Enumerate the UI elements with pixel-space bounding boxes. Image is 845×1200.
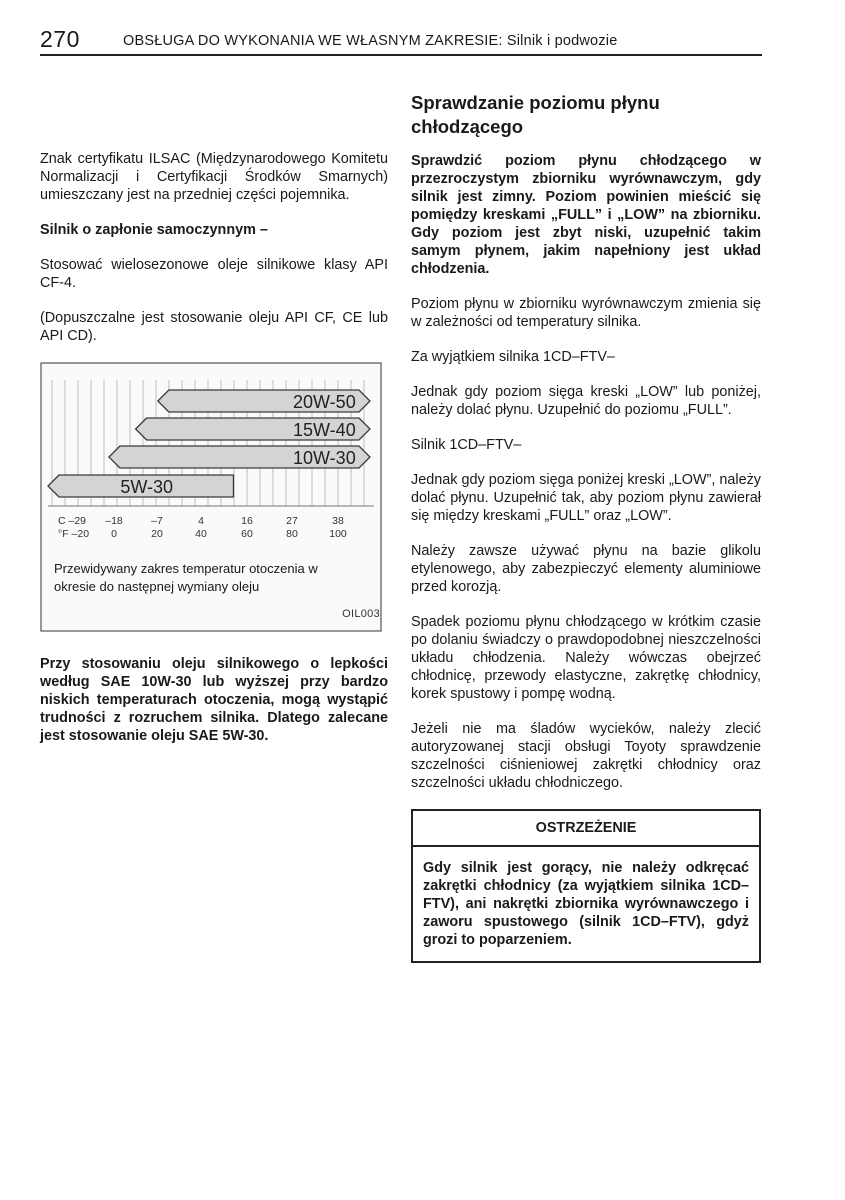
viscosity-bar-label: 5W-30 xyxy=(120,477,174,497)
ilsac-paragraph: Znak certyfikatu ILSAC (Międzynarodowego Komitetu Normalizacji i Certyfikacji Środków Smarnych) umieszczany jest na przedniej części pojemnika. xyxy=(40,151,388,203)
api-class-paragraph: Stosować wielosezonowe oleje silnikowe klasy API CF-4. xyxy=(40,257,388,291)
tick-label-celsius: 38 xyxy=(332,515,344,527)
except-engine-heading: Za wyjątkiem silnika 1CD–FTV– xyxy=(411,349,615,365)
chart-caption: Przewidywany zakres temperatur otoczenia w okresie do następnej wymiany oleju xyxy=(54,561,318,594)
right-column xyxy=(411,88,761,963)
tick-label-celsius: –18 xyxy=(105,515,123,527)
glycol-paragraph: Należy zawsze używać płynu na bazie glikolu etylenowego, aby zabezpieczyć elementy aluminiowe przed korozją. xyxy=(411,543,761,595)
coolant-check-paragraph: Sprawdzić poziom płynu chłodzącego w przezroczystym zbiorniku wyrównawczym, gdy silnik jest zimny. Poziom powinien mieścić się pomiędzy kreskami „FULL” i „LOW” na zbiorniku. Gdy poziom jest zbyt niski, uzupełnić takim samym płynem, jakim napełniony jest układ chłodzenia. xyxy=(411,153,761,277)
tick-label-fahrenheit: 60 xyxy=(241,528,253,540)
page-header xyxy=(40,28,762,56)
tick-label-celsius: 16 xyxy=(241,515,253,527)
service-paragraph: Jeżeli nie ma śladów wycieków, należy zlecić autoryzowanej stacji obsługi Toyoty sprawdzenie szczelności ciśnieniowej zakrętki chłodnicy oraz szczelności układu chłodniczego. xyxy=(411,721,761,791)
tick-label-fahrenheit: 0 xyxy=(111,528,117,540)
tick-label-celsius: –7 xyxy=(151,515,163,527)
section-title: Sprawdzanie poziomu płynu chłodzącego xyxy=(411,92,660,137)
below-low-paragraph: Jednak gdy poziom sięga poniżej kreski „LOW”, należy dolać płynu. Uzupełnić tak, aby poziom płynu zawierał się między kreskami „FULL” oraz „LOW”. xyxy=(411,472,761,524)
viscosity-bar-label: 20W-50 xyxy=(293,392,356,412)
tick-label-fahrenheit: °F –20 xyxy=(58,528,90,540)
tick-label-fahrenheit: 100 xyxy=(329,528,347,540)
engine-heading: Silnik 1CD–FTV– xyxy=(411,437,522,453)
oil-viscosity-chart xyxy=(40,362,382,632)
running-head: OBSŁUGA DO WYKONANIA WE WŁASNYM ZAKRESIE: Silnik i podwozie xyxy=(123,33,618,49)
diesel-heading: Silnik o zapłonie samoczynnym – xyxy=(40,222,268,238)
low-mark-paragraph: Jednak gdy poziom sięga kreski „LOW” lub poniżej, należy dolać płynu. Uzupełnić do poziomu „FULL”. xyxy=(411,384,761,418)
leak-paragraph: Spadek poziomu płynu chłodzącego w krótkim czasie po dolaniu świadczy o prawdopodobnej nieszczelności układu chłodzenia. Należy wówczas obejrzeć chłodnicę, przewody elastyczne, zakrętkę chłodnicy, korek spustowy i pompę wodną. xyxy=(411,614,761,702)
tick-label-fahrenheit: 20 xyxy=(151,528,163,540)
tick-label-celsius: 27 xyxy=(286,515,298,527)
tick-label-fahrenheit: 80 xyxy=(286,528,298,540)
tick-label-fahrenheit: 40 xyxy=(195,528,207,540)
page-number: 270 xyxy=(40,26,80,52)
api-allowed-paragraph: (Dopuszczalne jest stosowanie oleju API CF, CE lub API CD). xyxy=(40,310,388,344)
viscosity-bar-label: 15W-40 xyxy=(293,420,356,440)
warning-box xyxy=(411,809,761,963)
left-column xyxy=(40,88,388,762)
warning-title: OSTRZEŻENIE xyxy=(413,811,759,847)
warning-text: Gdy silnik jest gorący, nie należy odkręcać zakrętki chłodnicy (za wyjątkiem silnika 1CD–FTV), ani nakrętki zbiornika wyrównawczego i zaworu spustowego (silnik 1CD–FTV), gdyż grozi to poparzeniem. xyxy=(423,860,749,948)
viscosity-bar-label: 10W-30 xyxy=(293,448,356,468)
coolant-level-paragraph: Poziom płynu w zbiorniku wyrównawczym zmienia się w zależności od temperatury silnika. xyxy=(411,296,761,330)
tick-label-celsius: C –29 xyxy=(58,515,87,527)
figure-code: OIL003 xyxy=(342,608,380,620)
viscosity-warning-paragraph: Przy stosowaniu oleju silnikowego o lepkości według SAE 10W-30 lub wyższej przy bardzo niskich temperaturach otoczenia, mogą wystąpić trudności z rozruchem silnika. Dlatego zalecane jest stosowanie oleju SAE 5W-30. xyxy=(40,656,388,744)
tick-label-celsius: 4 xyxy=(198,515,204,527)
